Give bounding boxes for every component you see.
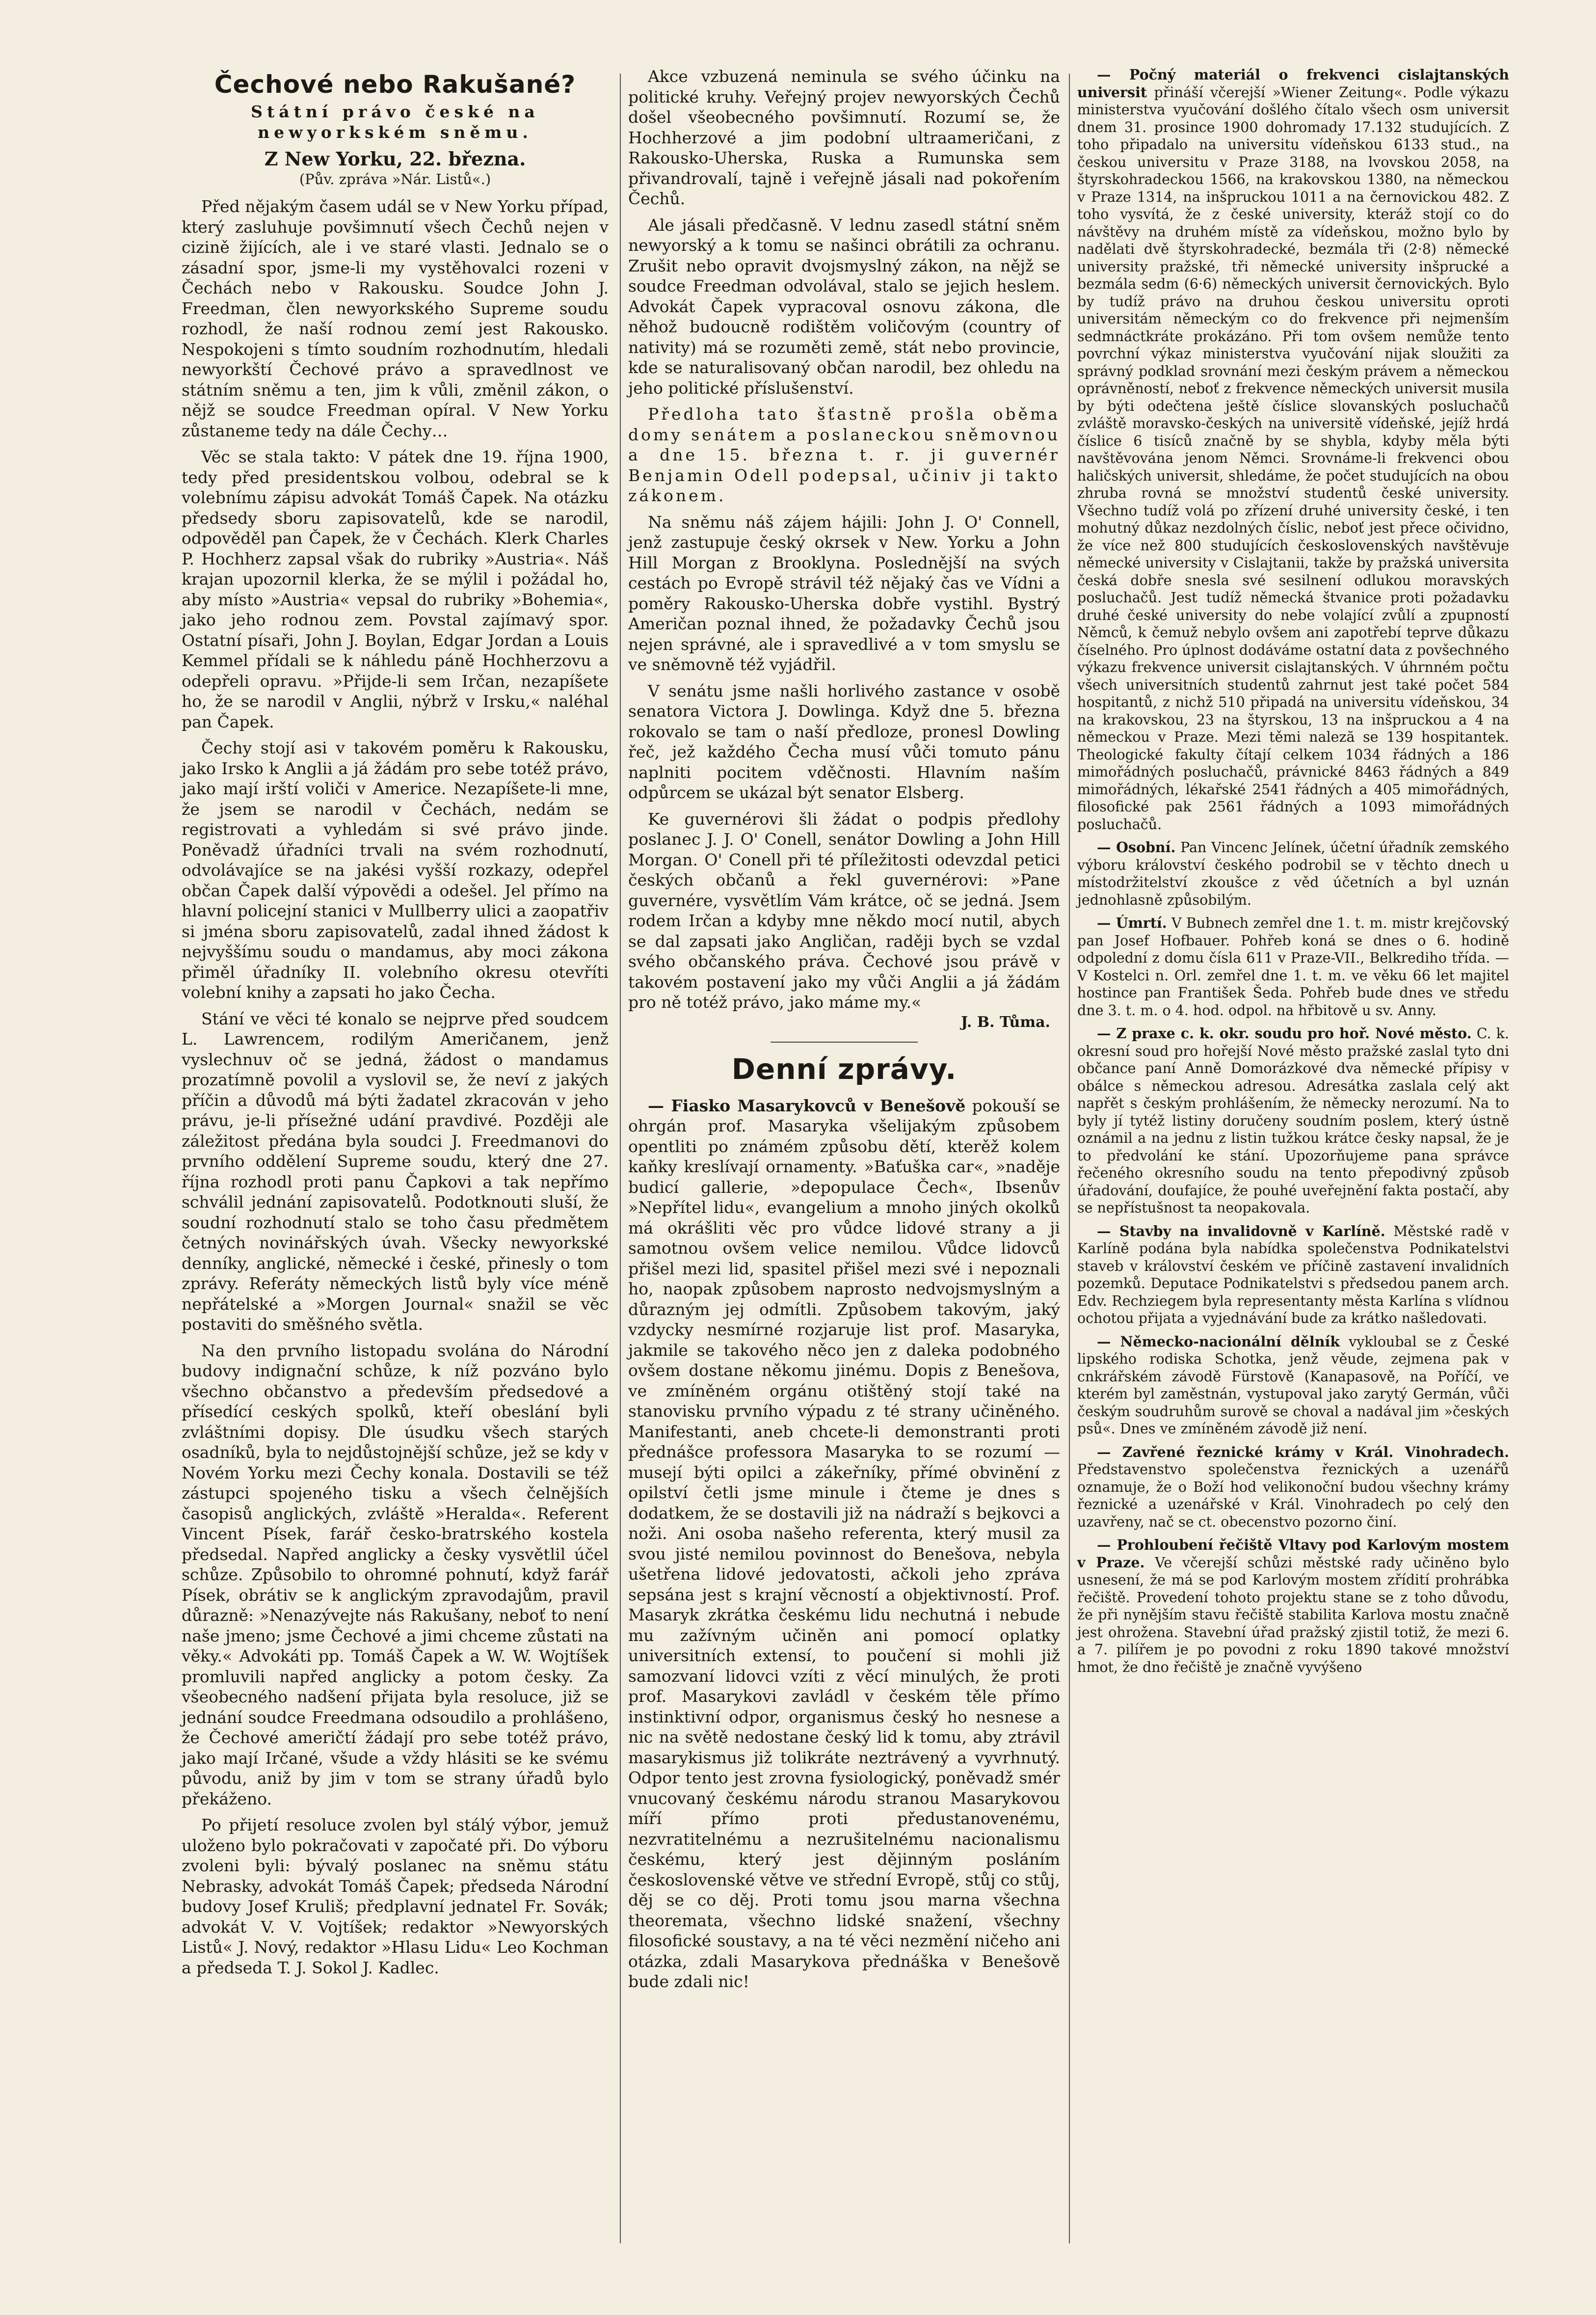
news-item xyxy=(1077,1223,1509,1327)
news-text: V Bubnech zemřel dne 1. t. m. mistr krejčovský pan Josef Hofbauer. Pohřeb koná se dnes o 6. hodině odpolední z domu čísla 611 v Praze-VII., Belkrediho třída. — V Kostelci n. Orl. zemřel dne 1. t. m. ve věku 66 let majitel hostince pan František Šeda. Pohřeb bude dnes ve středu dne 3. t. m. o 4. hod. odpol. na hřbitově u sv. Anny. xyxy=(1077,915,1509,1019)
news-item xyxy=(1077,1333,1509,1438)
news-heading: — Fiasko Masarykovců v Benešově xyxy=(648,1096,966,1115)
article-paragraph: Čechy stojí asi v takovém poměru k Rakousku, jako Irsko k Anglii a já žádám pro sebe totéž právo, jako mají irští voliči v Americe. Nezapíšete-li mne, že jsem se narodil v Čechách, nedám se registrovati a vyhledám si své právo jinde. Poněvadž úřadníci trvali na svém rozhodnutí, odvolávajíce se na jakési vyšší rozkazy, odepřel občan Čapek další výpovědi a odešel. Jel přímo na hlavní policejní stanici v Mullberry ulici a zaopatřiv si jména sboru zapisovatelů, zadal ihned žádost k nejvyššímu soudu o mandamus, aby moci zákona přiměl úřadníky II. volebního okresu otevříti volební knihy a zapsati ho jako Čecha. xyxy=(182,738,609,1002)
divider xyxy=(771,1042,918,1043)
news-text: C. k. okresní soud pro hořejší Nové město pražské zaslal tyto dni občance paní Anně Domorázkové dva německé přípisy v obálce s německou adresou. Adresátka zaslala celý akt napřět s českým prohlášením, že německy nerozumí. Na to byly jí tytéž listiny doručeny soudním poslem, který ústně oznámil a na jednu z listin tužkou krátce česky napsal, že je to předvolání ke stání. Upozorňujeme pana správce řečeného okresního soudu na tento přepodivný způsob úřadování, doufajíce, že pouhé uveřejnění fakta postačí, aby se nepřístušnost ta neopakovala. xyxy=(1077,1025,1509,1216)
article-paragraph: Předloha tato šťastně prošla oběma domy senátem a poslaneckou sněmovnou a dne 15. března t. r. ji guvernér Benjamin Odell podepsal, učiniv ji takto zákonem. xyxy=(628,404,1060,505)
article-paragraph: Věc se stala takto: V pátek dne 19. října 1900, tedy před presidentskou volbou, odebral se k volebnímu zápisu advokát Tomáš Čapek. Na otázku předsedy sboru zapisovatelů, kde se narodil, odpověděl pan Čapek, že v Čechách. Klerk Charles P. Hochherz zapsal však do rubriky »Austria«. Náš krajan upozornil klerka, že se mýlil i požádal ho, aby místo »Austria« vepsal do rubriky »Bohemia«, jako jeho rodnou zem. Povstal zajímavý spor. Ostatní písaři, John J. Boylan, Edgar Jordan a Louis Kemmel přídali se k náhledu páně Hochherzovu a odepřeli opravu. »Přijde-li sem Irčan, nezapíšete ho, že se narodil v Anglii, nýbrž v Irsku,« naléhal pan Čapek. xyxy=(182,447,609,731)
article-paragraph: Akce vzbuzená neminula se svého účinku na politické kruhy. Veřejný projev newyorských Čechů došel všeobecného povšimnutí. Rozumí se, že Hochherzové a jim podobní ultraameričani, z Rakousko-Uherska, Ruska a Rumunska sem přivandrovalí, tajně i veřejně jásali nad pokořením Čechů. xyxy=(628,67,1060,208)
column-2 xyxy=(628,66,1060,1998)
news-text: Představenstvo společenstva řeznických a uzenářů oznamuje, že o Boží hod velikonoční budou všechny krámy řeznické a uzenářské v Král. Vinohradech po celý den uzavřeny, nač se ct. obecenstvo pozorno činí. xyxy=(1077,1461,1509,1530)
article-paragraph: Ale jásali předčasně. V lednu zasedl státní sněm newyorský a k tomu se našinci obrátili za ochranu. Zrušit nebo opravit dvojsmyslný zákon, na nějž se soudce Freedman odvolával, stalo se jejich heslem. Advokát Čapek vypracoval osnovu zákona, dle něhož budoucně rodištěm voličovým (country of nativity) má se rozuměti země, stát nebo provincie, kde se naturalisovaný občan narodil, bez ohledu na jeho politické příslušenství. xyxy=(628,215,1060,398)
news-item xyxy=(1077,839,1509,909)
news-text: Městské radě v Karlíně podána byla nabídka společenstva Podnikatelstvi staveb v království českém ve příčině zastavení invalidních pozemků. Deputace Podnikatelstvi s předsedou panem arch. Edv. Rechziegem byla representanty města Karlína s vlídnou ochotou přijata a vyjednávání bude za krátko našledovati. xyxy=(1077,1223,1509,1326)
article-paragraph: Ke guvernérovi šli žádat o podpis předlohy poslanec J. J. O' Conell, senátor Dowling a John Hill Morgan. O' Conell při té příležitosti odevzdal petici českých občanů a řekl guvernérovi: »Pane guvernére, vysvětlím Vám krátce, oč se jedná. Jsem rodem Irčan a kdyby mne někdo mocí nutil, abych se dal zapsati jako Angličan, raději bych se vzdal svého občanského práva. Čechové jsou právě v takovém postavení jako my vůči Anglii a já žádám pro ně totéž právo, jako máme my.« xyxy=(628,809,1060,1012)
column-rule xyxy=(1069,74,1070,2243)
news-text: pokouší se ohrgán prof. Masaryka všelijakým způsobem opentliti po známém způsobu dětí, kterěž kolem kaňky kreslívají ornamenty. »Baťuška car«, »naděje budicí gallerie, »depopulace Čech«, Ibsenův »Nepřítel lidu«, evangelium a mnoho jiných okolků má okrášliti věc pro vůdce lidové strany a ji samotnou ovšem velice nemilou. Vůdce lidovců přišel mezi lid, spasitel přišel mezi své i nepoznali ho, naopak způsobem naprosto nedvojsmyslným a důrazným jej odmítli. Způsobem takovým, jaký vzdycky nesmírné rozjaruje list prof. Masaryka, jakmile se takového něco jen z daleka podobného ovšem dostane někomu jinému. Dopis z Benešova, ve zmíněném orgánu otištěný stojí také na stanovisku prvního výpadu z té strany učiněného. Manifestanti, aneb chcete-li demonstranti proti přednášce professora Masaryka to se rozumí — musejí býti opilci a zákeřníky, přímé obvinění z opilství četli jsme minule i čteme je dnes s dodatkem, že se dostavili již na nádraží s bejkovci a noži. Ani osoba našeho referenta, který musil za svou jisté nemilou povinnost do Benešova, nebyla ušetřena lidové jedovatosti, ačkoli jeho zpráva sepsána jest s krajní věcností a objektivností. Prof. Masaryk zkrátka českému lidu nechutná i nebude mu zažívným učiněn ani pomocí oplatky universitních extensí, to poučení si mohli již samozvaní lidovci vzíti z věcí minulých, že proti prof. Masarykovi zavládl v českém těle přímo instinktivní odpor, organismus český ho nesnese a nic na světě nedostane český lid k tomu, aby ztrávil masarykismus již tolikráte neztrávený a vyvrhnutý. Odpor tento jest zrovna fysiologický, poněvadž smér vnucovaný českému národu stranou Masarykovou míří přímo proti předustanovenému, nezvratitelnému a nezrušitelnému nacionalismu českému, který jest dějinným posláním československé větve ve střední Evropě, stůj co stůj, děj se co děj. Proti tomu jsou marna všechna theoremata, všechno lidské snažení, všechny filosofické soustavy, a na té věci nezmění ničeho ani otázka, zdali Masarykova přednáška v Benešově bude zdali nic! xyxy=(628,1096,1061,1991)
column-3 xyxy=(1077,66,1509,1682)
news-text: Pan Vincenc Jelínek, účetní úřadník zemského výboru království českého podrobil se v těchto dnech u místodržitelství zkoušce z věd účetních a byl uznán jednohlasně způsobilým. xyxy=(1077,839,1510,908)
news-text: Ve včerejší schůzi městské rady učiněno bylo usnesení, že má se pod Karlovým mostem zřídití prohrábka řečiště. Provedení tohoto projektu stane se z toho důvodu, že při nynějším stavu řečiště stabilita Karlova mostu značně jest ohrožena. Stavební úřad pražský zjistil totiž, že mezi 6. a 7. pilířem je po povodni z roku 1890 takové množství hmot, že dno řečiště je značně vyvýšeno xyxy=(1077,1554,1509,1675)
news-heading: — Úmrtí. xyxy=(1097,915,1167,931)
article-subtitle: Státní právo české na newyorkském sněmu. xyxy=(251,102,539,142)
article-dateline: Z New Yorku, 22. března. xyxy=(264,148,526,170)
news-text: vykloubal se z České lipského rodiska Schotka, jenž věude, zejmena pak v cnkrářském závodě Fürstově (Kanapasově, na Poříčí, ve kterém byl zaměstnán, vystupoval jako zarytý Germán, vůči českým soudruhům surově se choval a nadával jim »českých psů«. Dnes ve zmíněném závodě již není. xyxy=(1077,1333,1509,1437)
news-heading: — Prohloubení řečiště Vltavy pod Karlovým mostem v Praze. xyxy=(1077,1536,1509,1571)
news-heading: — Zavřené řeznické krámy v Král. Vinohradech. xyxy=(1097,1443,1509,1460)
article-paragraph: V senátu jsme našli horlivého zastance v osobě senatora Victora J. Dowlinga. Když dne 5. března rokovalo se tam o naší předloze, pronesl Dowling řeč, jež každého Čecha musí vůči tomuto pánu naplniti pocitem vděčnosti. Hlavním naším odpůrcem se ukázal být senator Elsberg. xyxy=(628,681,1060,802)
news-heading: — Osobní. xyxy=(1097,839,1176,856)
column-rule xyxy=(620,74,621,2243)
article-paragraph: Po přijetí resoluce zvolen byl stálý výbor, jemuž uloženo bylo pokračovati v započaté při. Do výboru zvoleni byli: bývalý poslanec na sněmu státu Nebrasky, advokát Tomáš Čapek; předseda Národní budovy Josef Kruliš; předplavní jednatel Fr. Sovák; advokát V. V. Vojtíšek; redaktor »Newyorských Listů« J. Nový, redaktor »Hlasu Lidu« Leo Kochman a předseda T. J. Sokol J. Kadlec. xyxy=(182,1815,609,1977)
news-heading: — Německo-nacionální dělník xyxy=(1097,1333,1340,1350)
news-heading: — Z praxe c. k. okr. soudu pro hoř. Nové město. xyxy=(1097,1025,1472,1042)
news-heading: — Počný materiál o frekvenci cislajtanských universit xyxy=(1077,66,1509,101)
news-item xyxy=(1077,1444,1509,1531)
news-heading: — Stavby na invalidovně v Karlíně. xyxy=(1097,1222,1385,1239)
news-item xyxy=(628,1096,1060,1992)
article-title: Čechové nebo Rakušané? xyxy=(214,70,576,99)
article-source: (Pův. zpráva »Nár. Listů«.) xyxy=(299,171,491,188)
article-paragraph: Před nějakým časem udál se v New Yorku případ, který zasluhuje povšimnutí všech Čechů nejen v cizině žijících, ale i ve staré vlasti. Jednalo se o zásadní spor, jsme-li my vystěhovalci rozeni v Čechách nebo v Rakousku. Soudce John J. Freedman, člen newyorkského Supreme soudu rozhodl, že naší rodnou zemí jest Rakousko. Nespokojeni s tímto soudním rozhodnutím, hledali newyorkští Čechové právo a spravedlnost ve státním sněmu a ten, jim k vůli, změnil zákon, o nějž se soudce Freedman opíral. V New Yorku zůstaneme tedy na dále Čechy… xyxy=(182,197,609,440)
section-title: Denní zprávy. xyxy=(731,1052,957,1086)
article-signature: J. B. Tůma. xyxy=(960,1013,1050,1031)
news-item xyxy=(1077,1536,1509,1676)
news-text: přináší včerejší »Wiener Zeitung«. Podle výkazu ministerstva vyučování došlého čítalo všech osm universit dnem 31. prosince 1900 dohromady 17.132 studujících. Z toho připadalo na universitu vídeňskou 6133 stud., na českou universitu v Praze 3188, na lvovskou 2058, na štyrskohradeckou 1566, na krakovskou 1380, na německou v Praze 1314, na inšpruckou 1011 a na černovickou 482. Z toho vysvítá, že z české university, kteráž stojí co do návštěvy na druhém místě za vídeňskou, možno bylo by nadělati dvě štyrskohradecké, bezmála tři (2·8) německé university pražské, tři německé university inšprucké a bezmála sedm (6·6) německých universit černovických. Bylo by tudíž právo na druhou českou universitu oproti universitám německým co do frekvence při nejmenším sedmnáctkráte prokázáno. Při tom ovšem nemůže tento povrchní výkaz ministerstva vyučování nijak sloužiti za správný podklad srovnání mezi českým právem a německou oprávněností, neboť z frekvence německých universit musila by býti odečtena ještě číslice slovanských posluchačů zvláště moravsko-českých na universitě vídeňské, jejíž hrdá číslice 6 tisíců značně by se shybla, kdyby měla býti navštěvována jenom Němci. Srovnáme-li frekvenci obou haličských universit, shledáme, že počet studujících na obou zhruba rovná se množství studentů české university. Všechno tudíž volá po zřízení druhé university české, i ten mohutný důkaz nezdolných číslic, neboť jest přece očividno, že více než 800 studujících československých navštěvuje německé university v Cislajtanii, takže by pražská universita česká dobře snesla své sesilnení odlukou moravských posluchačů. Jest tudíž německá štvanice proti požadavku druhé české university do nebe volající zvůlí a zpupností Němců, k čemuž nebylo ovšem ani zapotřebí teprve důkazu číselného. Pro úplnost dodáváme ostatní data z povšechného výkazu frekvence universit cislajtanských. V úhrnném počtu všech universitních studentů zahrnut jest také počet 584 hospitantů, z nichž 510 připadá na universitu vídeňskou, 34 na krakovskou, 23 na štyrskou, 13 na inšpruckou a 4 na německou v Praze. Mezi těmi naleză se 139 hospitantek. Theologické fakulty čítají celkem 1034 řádných a 186 mimořádných posluchačů, právnické 8463 řádných a 849 mimořádných, lékařské 2541 řádných a 405 mimořádných, filosofické pak 2561 řádných a 1093 mimořádných posluchačů. xyxy=(1077,84,1509,833)
column-1 xyxy=(182,66,609,1984)
article-paragraph: Na sněmu náš zájem hájili: John J. O' Connell, jenž zastupuje český okrsek v New. Yorku a John Hill Morgan z Brooklyna. Poslednější na svých cestách po Evropě strávil též nějaký čas ve Vídni a poměry Rakousko-Uherska dobře vystihl. Bystrý Američan poznal ihned, že požadavky Čechů jsou nejen správné, ale i spravedlivé a v tom smyslu se ve sněmovně též vyjádřil. xyxy=(628,512,1060,674)
news-item xyxy=(1077,66,1509,833)
news-item xyxy=(1077,1025,1509,1217)
article-paragraph: Stání ve věci té konalo se nejprve před soudcem L. Lawrencem, rodilým Američanem, jenž vyslechnuv oč se jedná, žádost o mandamus prozatímně povolil a vyslovil se, že neví z jakých příčin a důvodů má býti žadatel zkracován v jeho právu, je-li přísežné udání pravdivé. Později ale záležitost předána byla soudci J. Freedmanovi do prvního oddělení Supreme soudu, který dne 27. října rozhodl proti panu Čapkovi a tak nepřímo schválil jednání zapisovatelů. Podotknouti sluší, že soudní rozhodnutí stalo se toho času předmětem četných novinářských úvah. Všecky newyorkské denníky, anglické, německé i české, přinesly o tom zprávy. Referáty německých listů byly více méně nepřátelské a »Morgen Journal« snažil se věc postaviti do směšného světla. xyxy=(182,1009,609,1334)
news-item xyxy=(1077,915,1509,1019)
article-paragraph: Na den prvního listopadu svolána do Národní budovy indignační schůze, k níž pozváno bylo všechno občanstvo a především předsedové a přísedící ceských spolků, kteří obeslání byli zvláštními dopisy. Dle úsudku všech starých osadníků, byla to nejdůstojnější schůze, jež se kdy v Novém Yorku mezi Čechy konala. Dostavili se též zástupci spojeného tisku a všech čelnějších časopisů anglických, zvláště »Heralda«. Referent Vincent Písek, farář česko-bratrského kostela předsedal. Napřed anglicky a česky vysvětlil účel schůze. Způsobilo to ohromné pohnutí, když farář Písek, obrátiv se k anglickým zpravodajům, pravil důrazně: »Nenazývejte nás Rakušany, neboť to není naše jmeno; jsme Čechové a jimi chceme zůstati na věky.« Advokáti pp. Tomáš Čapek a W. W. Wojtíšek promluvili napřed anglicky a potom česky. Za všeobecného nadšení přijata byla resoluce, již se jednání soudce Freedmana odsoudilo a prohlášeno, že Čechové američtí žádají pro sebe totéž právo, jako mají Irčané, všude a vždy hlásiti se ke svému původu, aniž by jim v tom se strany úřadů bylo překáženo. xyxy=(182,1341,609,1808)
